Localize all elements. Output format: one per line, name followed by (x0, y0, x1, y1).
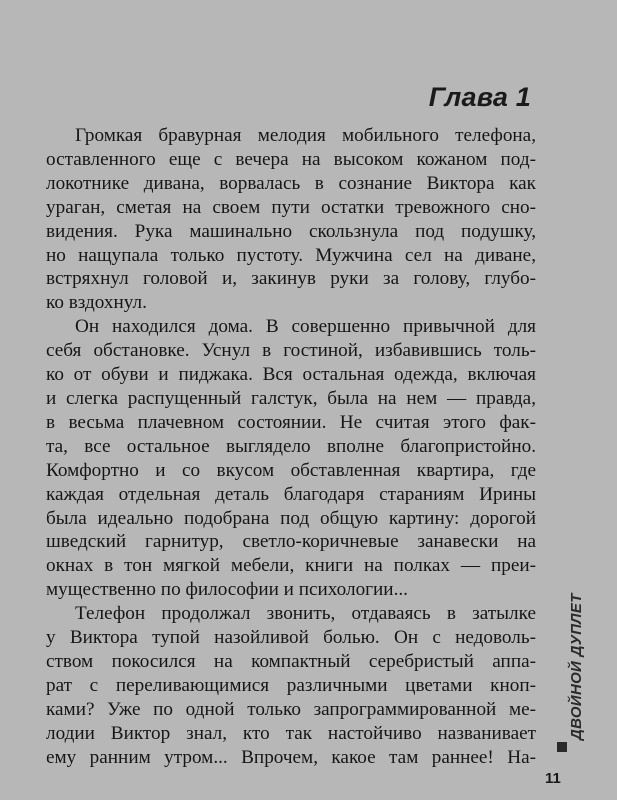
text-line: Он находился дома. В совершенно привычной для (75, 316, 536, 338)
chapter-title: Глава 1 (428, 82, 531, 112)
text-line: но нащупала только пустоту. Мужчина сел на диване, (46, 244, 536, 266)
text-line: видения. Рука машинально скользнула под подушку, (46, 220, 536, 242)
text-line: встряхнул головой и, закинув руки за голову, глубо- (46, 268, 536, 290)
text-line: и слегка распущенный галстук, была на нем — правда, (46, 387, 536, 409)
text-line: локотнике дивана, ворвалась в сознание Виктора как (46, 172, 536, 194)
text-line: ураган, сметая на своем пути остатки тревожного сно- (46, 196, 536, 218)
text-line: Телефон продолжал звонить, отдаваясь в затылке (75, 603, 536, 625)
text-line: ками? Уже по одной только запрограммированной ме- (46, 698, 536, 720)
body-text (46, 124, 536, 769)
text-line: окнах в тон мягкой мебели, книги на полках — преи- (46, 555, 536, 577)
text-line: ко от обуви и пиджака. Вся остальная одежда, включая (46, 364, 536, 386)
text-line: каждая отдельная деталь благодаря стараниям Ирины (46, 483, 536, 505)
text-line: та, все остальное выглядело вполне благопристойно. (46, 435, 536, 457)
text-line: оставленного еще с вечера на высоком кожаном под- (46, 148, 536, 170)
page-number: 11 (545, 770, 561, 787)
side-marker-square (557, 742, 567, 752)
text-line: была идеально подобрана под общую картину: дорогой (46, 507, 536, 529)
text-line: ему ранним утром... Впрочем, какое там раннее! На- (46, 746, 536, 768)
text-line: лодии Виктор знал, кто так настойчиво названивает (46, 722, 536, 744)
text-line: Комфортно и со вкусом обставленная квартира, где (46, 459, 536, 481)
text-line: ством покосился на компактный серебристый аппа- (46, 650, 536, 672)
text-line: шведский гарнитур, светло-коричневые занавески на (46, 531, 536, 553)
running-side-title: ДВОЙНОЙ ДУПЛЕТ (568, 593, 585, 740)
text-line: рат с переливающимися различными цветами кноп- (46, 674, 536, 696)
text-line: в весьма плачевном состоянии. Не считая этого фак- (46, 411, 536, 433)
text-line: Громкая бравурная мелодия мобильного телефона, (75, 125, 536, 146)
text-line: мущественно по философии и психологии... (46, 579, 408, 601)
text-line: у Виктора тупой назойливой болью. Он с недоволь- (46, 627, 536, 649)
text-line: ко вздохнул. (46, 292, 147, 314)
text-line: себя обстановке. Уснул в гостиной, избавившись толь- (46, 340, 536, 362)
